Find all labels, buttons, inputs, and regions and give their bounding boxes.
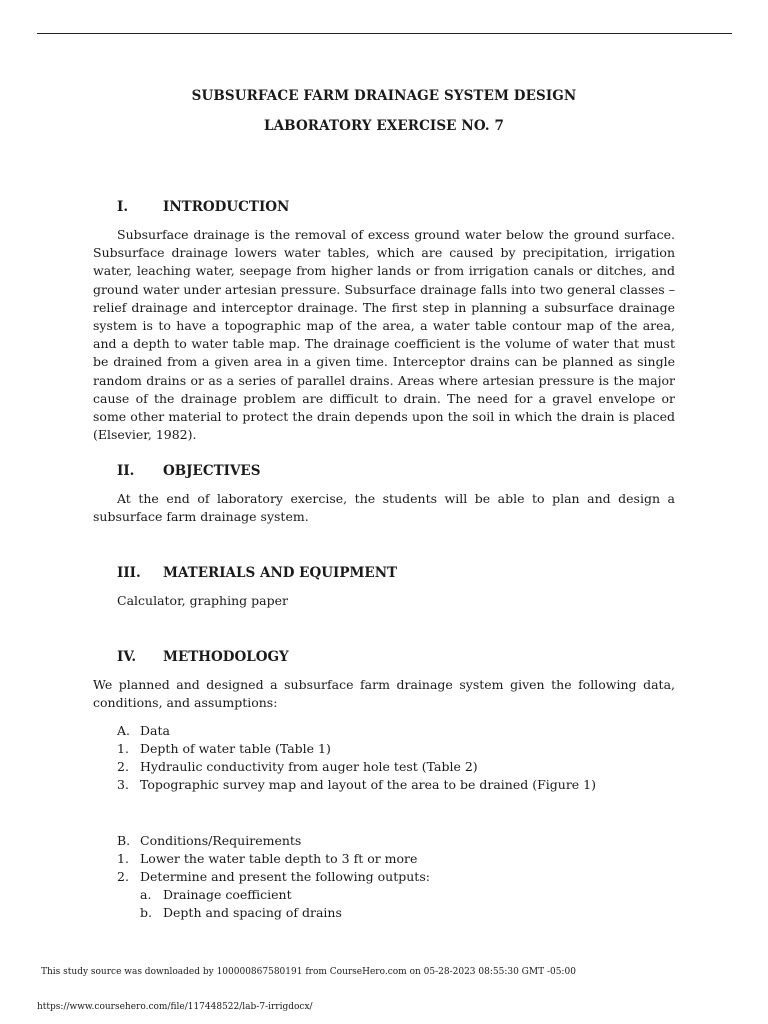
list-marker: A. <box>117 723 131 738</box>
list-item-text: Lower the water table depth to 3 ft or more <box>140 851 418 866</box>
list-item <box>117 740 331 758</box>
list-marker: b. <box>140 905 152 920</box>
sub-list-item <box>140 904 342 922</box>
objectives-paragraph: At the end of laboratory exercise, the students will be able to plan and design a subsurface farm drainage system. <box>93 491 675 525</box>
list-marker: a. <box>140 887 152 902</box>
section-title: INTRODUCTION <box>163 199 290 215</box>
section-heading-methodology <box>117 649 289 665</box>
section-title: MATERIALS AND EQUIPMENT <box>163 565 398 581</box>
download-source-note: This study source was downloaded by 100000867580191 from CourseHero.com on 05-28-2023 08:55:30 GMT -05:00 <box>41 967 576 977</box>
section-title: OBJECTIVES <box>163 463 261 479</box>
list-marker: B. <box>117 833 131 848</box>
document-subtitle: LABORATORY EXERCISE NO. 7 <box>264 118 504 134</box>
document-title: SUBSURFACE FARM DRAINAGE SYSTEM DESIGN <box>191 88 577 104</box>
introduction-paragraph: Subsurface drainage is the removal of excess ground water below the ground surface. Subsurface drainage lowers water tables, which are caused by precipitation, irrigation water, leaching water, seepage from higher lands or from irrigation canals or ditches, and ground water under artesian pressure. Subsurface drainage falls into two general classes – relief drainage and interceptor drainage. The first step in planning a subsurface drainage system is to have a topographic map of the area, a water table contour map of the area, and a depth to water table map. The drainage coefficient is the volume of water that must be drained from a given area in a given time. Interceptor drains can be planned as single random drains or as a series of parallel drains. Areas where artesian pressure is the major cause of the drainage problem are difficult to drain. The need for a gravel envelope or some other material to protect the drain depends upon the soil in which the drain is placed (Elsevier, 1982). <box>93 227 675 443</box>
section-number: IV. <box>117 649 137 665</box>
list-marker: 1. <box>117 851 129 866</box>
list-heading-data <box>117 722 170 740</box>
source-url[interactable]: https://www.coursehero.com/file/117448522/lab-7-irrigdocx/ <box>37 1002 313 1012</box>
section-heading-objectives <box>117 463 260 479</box>
section-heading-introduction <box>117 199 289 215</box>
section-number: III. <box>117 565 141 581</box>
list-item-text: Depth and spacing of drains <box>163 905 342 920</box>
list-label: Data <box>140 723 170 738</box>
list-marker: 2. <box>117 869 129 884</box>
list-item <box>117 868 430 886</box>
list-label: Conditions/Requirements <box>140 833 302 848</box>
section-heading-materials <box>117 565 397 581</box>
list-marker: 2. <box>117 759 129 774</box>
section-title: METHODOLOGY <box>163 649 289 665</box>
materials-text: Calculator, graphing paper <box>117 593 288 608</box>
top-rule <box>37 33 732 34</box>
list-item <box>117 758 478 776</box>
list-item-text: Drainage coefficient <box>163 887 292 902</box>
list-marker: 3. <box>117 777 129 792</box>
list-item-text: Determine and present the following outputs: <box>140 869 430 884</box>
list-item-text: Depth of water table (Table 1) <box>140 741 331 756</box>
list-heading-conditions <box>117 832 301 850</box>
sub-list-item <box>140 886 292 904</box>
list-item <box>117 850 417 868</box>
list-marker: 1. <box>117 741 129 756</box>
list-item-text: Hydraulic conductivity from auger hole test (Table 2) <box>140 759 478 774</box>
methodology-paragraph: We planned and designed a subsurface farm drainage system given the following data, conditions, and assumptions: <box>93 677 675 711</box>
list-item-text: Topographic survey map and layout of the area to be drained (Figure 1) <box>140 777 596 792</box>
section-number: II. <box>117 463 135 479</box>
section-number: I. <box>117 199 129 215</box>
list-item <box>117 776 596 794</box>
